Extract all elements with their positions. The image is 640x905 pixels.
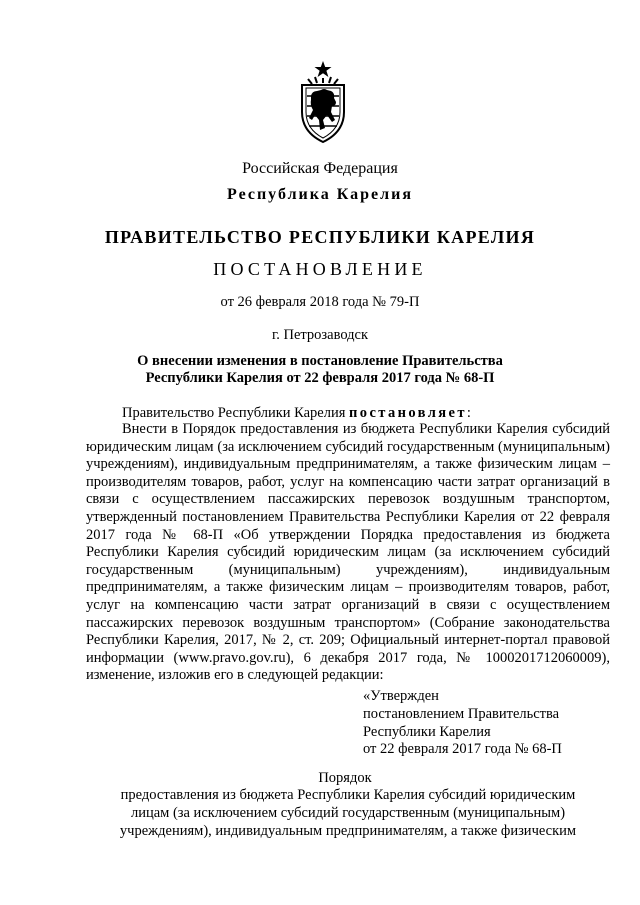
- approval-line: постановлением Правительства: [363, 705, 560, 722]
- approval-stamp-text: [363, 688, 562, 759]
- intro-prefix: Правительство Республики Карелия: [122, 405, 350, 421]
- document-date-number: от 26 февраля 2018 года № 79-П: [220, 294, 420, 310]
- intro-suffix: :: [466, 405, 471, 421]
- approval-line: от 22 февраля 2017 года № 68-П: [363, 741, 562, 758]
- order-subtitle-line: предоставления из бюджета Республики Карелия субсидий юридическим: [120, 787, 576, 803]
- body-paragraph: Внести в Порядок предоставления из бюджета Республики Карелия субсидий юридическим лицам (за исключением субсидий государственным (муниципальным) учреждениям), индивидуальным предпринимателям, а также физическим лицам – производителям товаров, работ, услуг на компенсацию части затрат организаций в связи с осуществлением пассажирских перевозок воздушным транспортом, утвержденный постановлением Правительства Республики Карелия от 22 февраля 2017 года № 68-П «Об утверждении Порядка предоставления из бюджета Республики Карелия субсидий юридическим лицам (за исключением субсидий государственным (муниципальным) учреждениям), индивидуальным предпринимателям, а также физическим лицам – производителям товаров, работ, услуг на компенсацию части затрат организаций в связи с осуществлением пассажирских перевозок воздушным транспортом» (Собрание законодательства Республики Карелия, 2017, № 2, ст. 209; Официальный интернет-портал правовой информации (www.pravo.gov.ru), 6 декабря 2017 года, № 1000201712060009), изменение, изложив его в следующей редакции:: [86, 421, 610, 684]
- order-title: Порядок: [318, 770, 372, 786]
- karelia-coat-of-arms-icon: [298, 60, 348, 144]
- order-subtitle-line: лицам (за исключением субсидий государственным (муниципальным): [130, 804, 566, 821]
- subject-line: О внесении изменения в постановление Правительства: [137, 353, 503, 369]
- subject-line: Республики Карелия от 22 февраля 2017 года № 68-П: [145, 370, 495, 386]
- order-subtitle-line: учреждениям), индивидуальным предпринимателям, а также физическим: [119, 822, 577, 839]
- intro-decree-word: постановляет: [349, 405, 467, 421]
- approval-line: «Утвержден: [363, 688, 439, 704]
- approval-line: Республики Карелия: [363, 723, 491, 740]
- country-name: Российская Федерация: [242, 160, 398, 177]
- issuing-authority: ПРАВИТЕЛЬСТВО РЕСПУБЛИКИ КАРЕЛИЯ: [104, 227, 536, 247]
- order-subtitle: [86, 787, 610, 840]
- republic-name: Республика Карелия: [227, 186, 413, 203]
- document-city: г. Петрозаводск: [271, 327, 369, 343]
- document-subject: [0, 353, 640, 387]
- document-type: ПОСТАНОВЛЕНИЕ: [213, 259, 427, 279]
- intro-line: [86, 405, 610, 423]
